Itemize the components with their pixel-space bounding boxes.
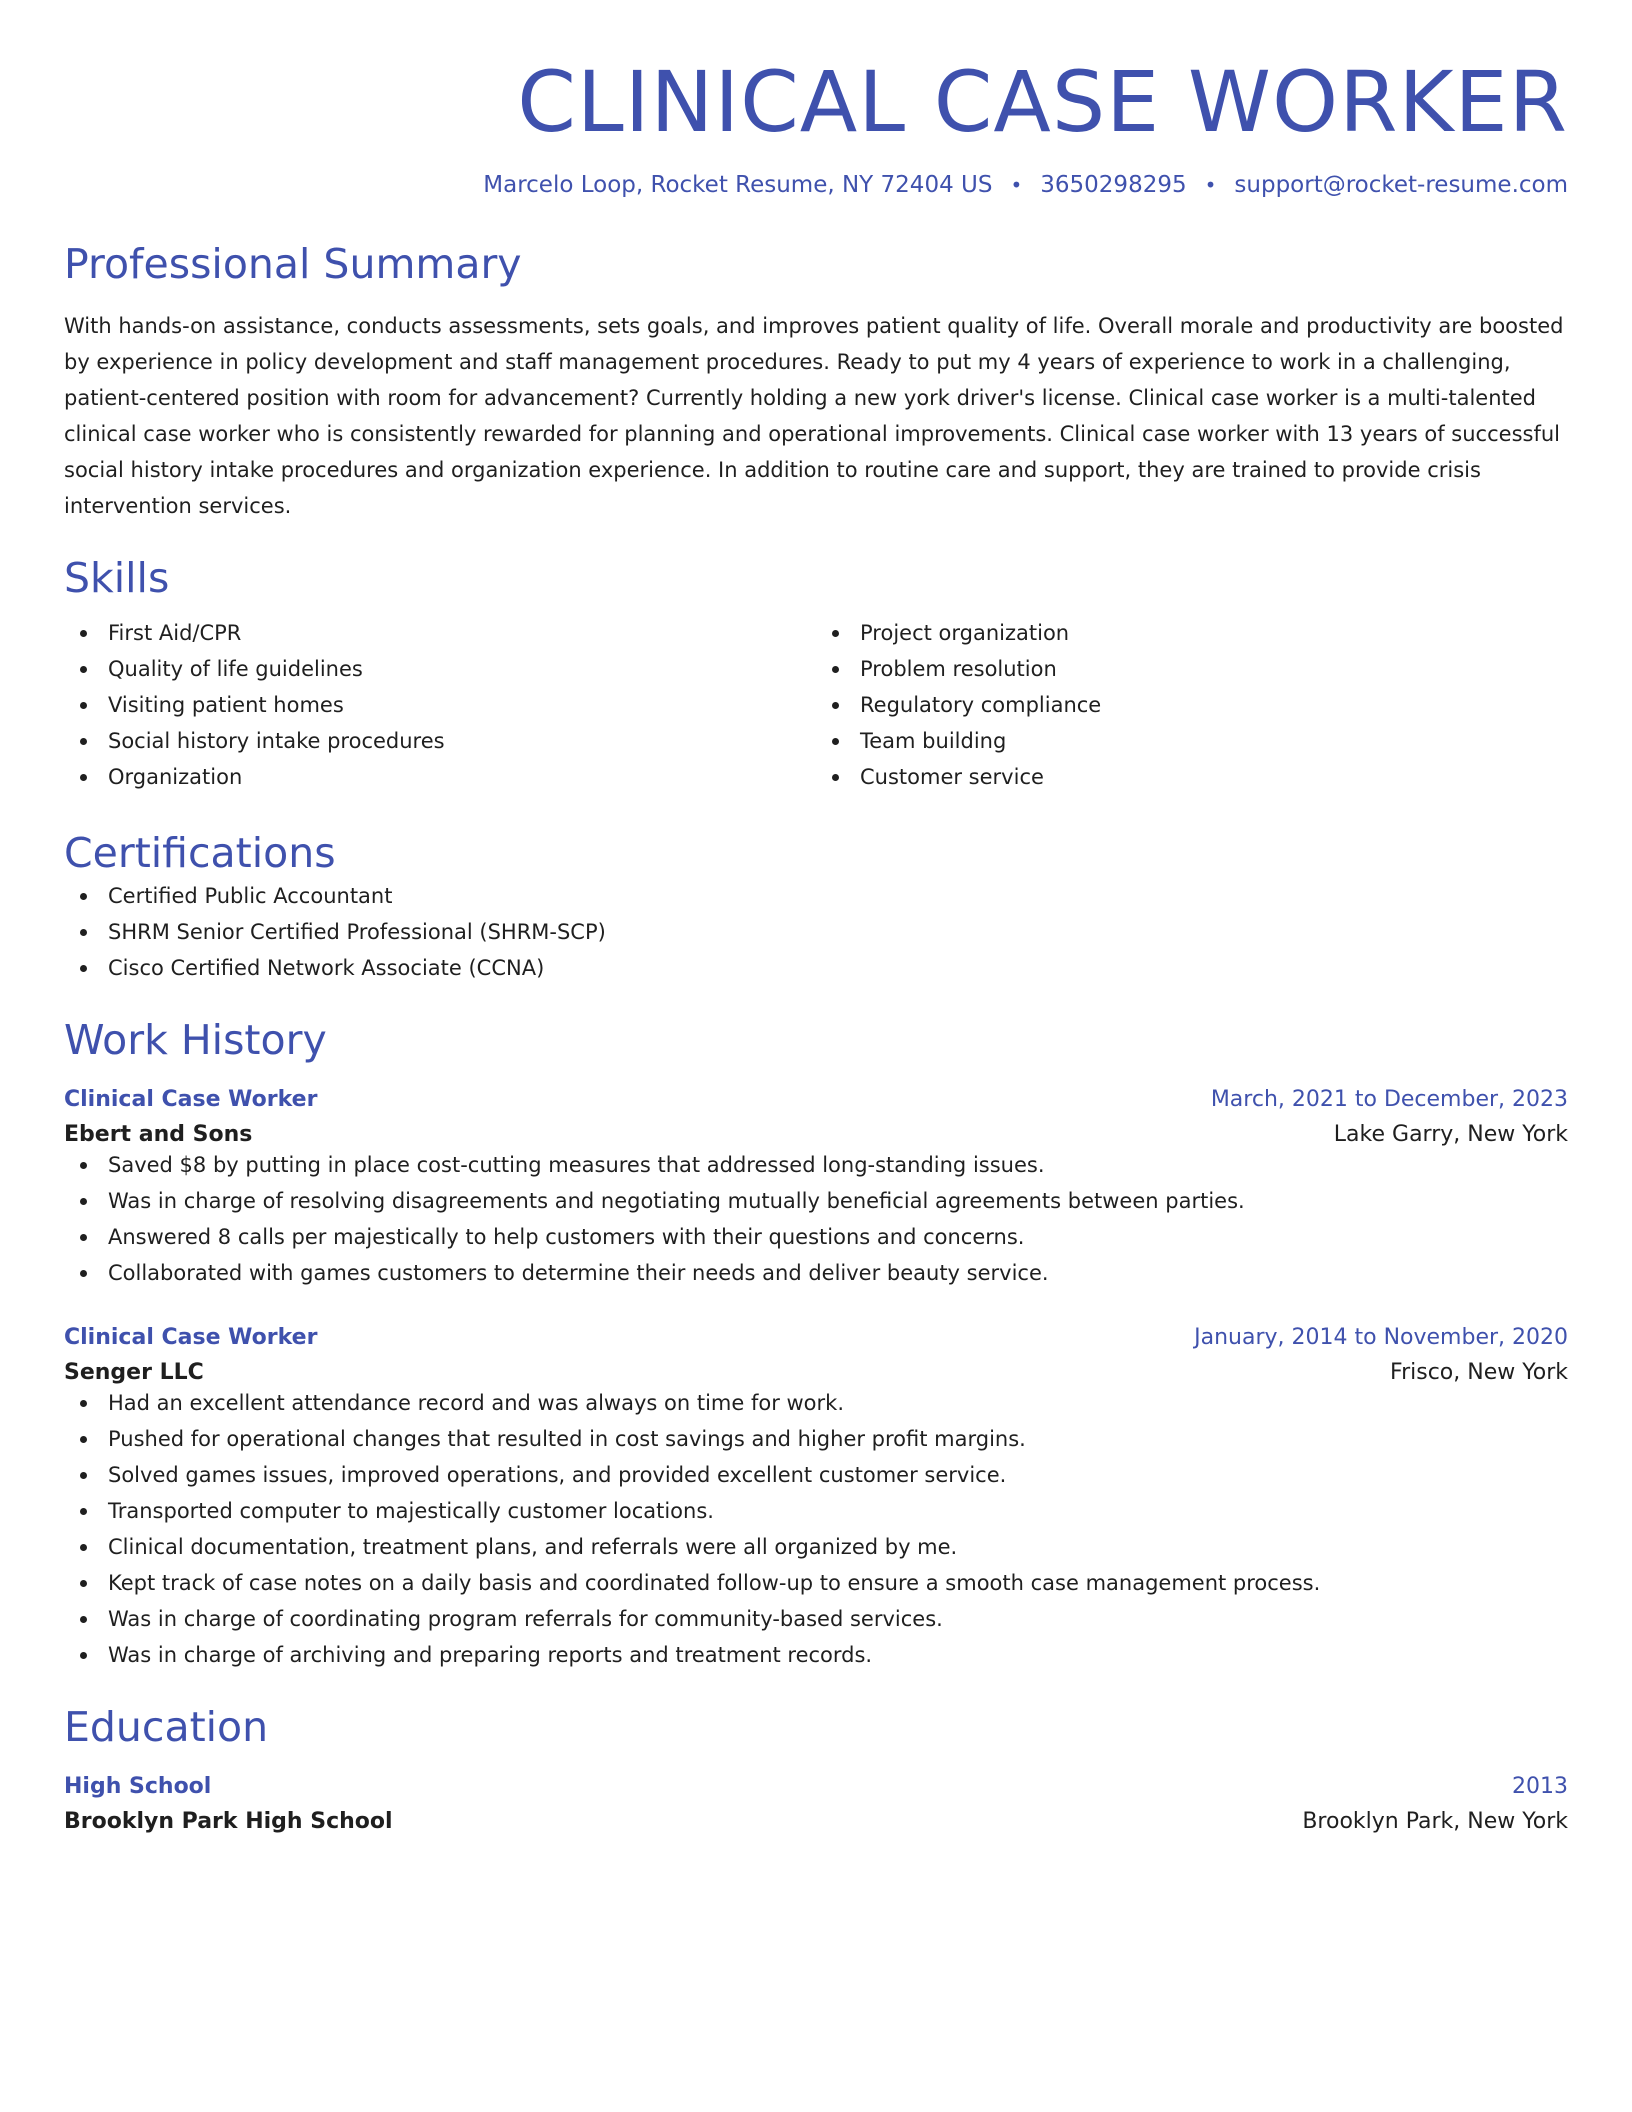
section-title: Professional Summary [64, 240, 522, 289]
education-school-row [64, 1809, 1568, 1834]
job-bullet: Had an excellent attendance record and was always on time for work. [64, 1385, 1568, 1421]
job-dates: March, 2021 to December, 2023 [1210, 1087, 1568, 1113]
contact-email: support@rocket-resume.com [1234, 172, 1568, 199]
contact-separator: • [1204, 173, 1217, 198]
certifications-section [64, 829, 1568, 986]
work-history-section [64, 1016, 1568, 1673]
job-dates: January, 2014 to November, 2020 [1194, 1325, 1568, 1351]
section-title: Skills [64, 553, 170, 602]
summary-text: With hands-on assistance, conducts assessments, sets goals, and improves patient quality of life. Overall morale and productivity are boosted by experience in policy development and staff management procedures. Ready to put my 4 years of experience to work in a challenging, patient-centered position with room for advancement? Currently holding a new york driver's license. Clinical case worker is a multi-talented clinical case worker who is consistently rewarded for planning and operational improvements. Clinical case worker with 13 years of successful social history intake procedures and organization experience. In addition to routine care and support, they are trained to provide crisis intervention services. [64, 313, 1564, 518]
job-bullet: Kept track of case notes on a daily basis and coordinated follow-up to ensure a smooth case management process. [64, 1565, 1568, 1601]
contact-line [64, 172, 1568, 198]
skills-section [64, 554, 1568, 795]
education-school: Brooklyn Park High School [64, 1809, 393, 1835]
education-section [64, 1703, 1568, 1834]
certifications-list [64, 878, 1568, 986]
job-bullet: Was in charge of resolving disagreements and negotiating mutually beneficial agreements between parties. [64, 1183, 1568, 1219]
contact-separator: • [1010, 173, 1023, 198]
resume-name: CLINICAL CASE WORKER [517, 53, 1568, 151]
job-company-row [64, 1122, 1568, 1147]
skills-list-left [64, 615, 816, 795]
certification-item: Certified Public Accountant [64, 878, 1568, 914]
skills-list-right [816, 615, 1568, 795]
education-year: 2013 [1512, 1774, 1568, 1800]
job-bullet: Was in charge of coordinating program referrals for community-based services. [64, 1601, 1568, 1637]
job-location: Lake Garry, New York [1333, 1122, 1568, 1148]
job-bullet: Collaborated with games customers to determine their needs and deliver beauty service. [64, 1255, 1568, 1291]
skill-item: Organization [64, 759, 816, 795]
contact-address: Marcelo Loop, Rocket Resume, NY 72404 US [483, 172, 993, 199]
section-title: Work History [64, 1015, 327, 1064]
contact-phone: 3650298295 [1040, 172, 1187, 199]
job-bullet: Answered 8 calls per majestically to help customers with their questions and concerns. [64, 1219, 1568, 1255]
certification-item: SHRM Senior Certified Professional (SHRM-SCP) [64, 914, 1568, 950]
skill-item: First Aid/CPR [64, 615, 816, 651]
professional-summary-section [64, 240, 1568, 523]
job-entry [64, 1325, 1568, 1673]
job-bullet: Pushed for operational changes that resulted in cost savings and higher profit margins. [64, 1421, 1568, 1457]
job-bullet: Clinical documentation, treatment plans, and referrals were all organized by me. [64, 1529, 1568, 1565]
skill-item: Quality of life guidelines [64, 651, 816, 687]
education-header-row [64, 1774, 1568, 1799]
education-entry [64, 1774, 1568, 1834]
job-location: Frisco, New York [1390, 1360, 1568, 1386]
skill-item: Visiting patient homes [64, 687, 816, 723]
skill-item: Project organization [816, 615, 1568, 651]
skill-item: Regulatory compliance [816, 687, 1568, 723]
job-bullet: Solved games issues, improved operations, and provided excellent customer service. [64, 1457, 1568, 1493]
skill-item: Social history intake procedures [64, 723, 816, 759]
job-title: Clinical Case Worker [64, 1087, 318, 1113]
section-title: Education [64, 1703, 269, 1752]
education-location: Brooklyn Park, New York [1302, 1809, 1568, 1835]
job-company: Ebert and Sons [64, 1122, 253, 1148]
job-bullets [64, 1147, 1568, 1291]
skill-item: Customer service [816, 759, 1568, 795]
job-bullet: Transported computer to majestically customer locations. [64, 1493, 1568, 1529]
resume-header [64, 53, 1568, 199]
job-bullets [64, 1385, 1568, 1673]
skill-item: Team building [816, 723, 1568, 759]
job-entry [64, 1087, 1568, 1291]
skill-item: Problem resolution [816, 651, 1568, 687]
job-company-row [64, 1360, 1568, 1385]
job-header-row [64, 1325, 1568, 1350]
education-degree: High School [64, 1774, 212, 1800]
section-title: Certifications [64, 828, 336, 877]
job-bullet: Was in charge of archiving and preparing reports and treatment records. [64, 1637, 1568, 1673]
job-header-row [64, 1087, 1568, 1112]
skills-grid [64, 615, 1568, 795]
job-title: Clinical Case Worker [64, 1325, 318, 1351]
job-bullet: Saved $8 by putting in place cost-cutting measures that addressed long-standing issues. [64, 1147, 1568, 1183]
job-company: Senger LLC [64, 1360, 204, 1386]
certification-item: Cisco Certified Network Associate (CCNA) [64, 950, 1568, 986]
